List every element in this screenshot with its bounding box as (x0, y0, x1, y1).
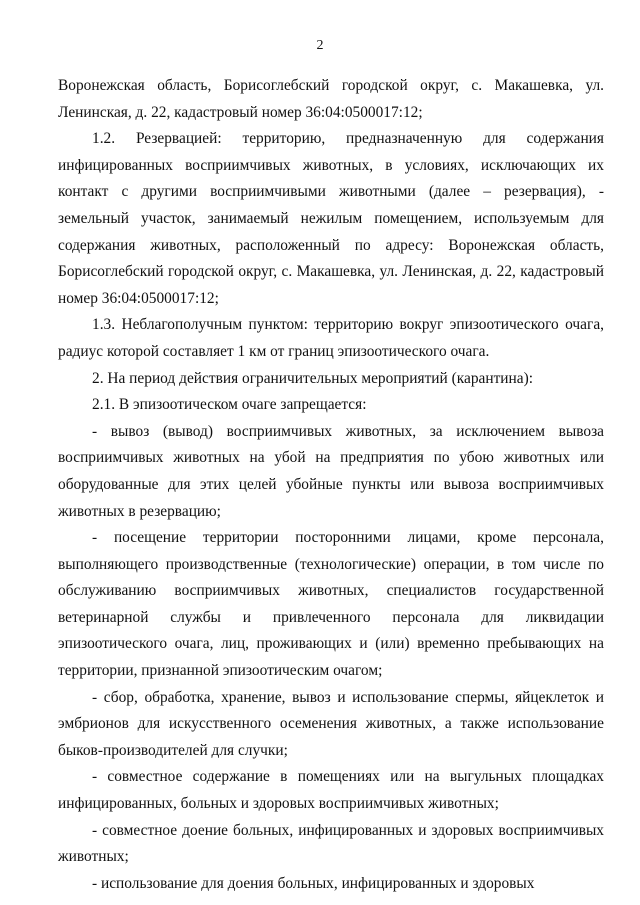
list-item-visit-territory: - посещение территории посторонними лицами, кроме персонала, выполняющего производственные (технологические) операции, в том числе по обслуживанию восприимчивых животных, специалистов государственной ветеринарной службы и привлеченного персонала для ликвидации эпизоотического очага, лиц, проживающих и (или) временно пребывающих на территории, признанной эпизоотическим очагом; (58, 529, 604, 680)
list-item-export-animals: - вывоз (вывод) восприимчивых животных, за исключением вывоза восприимчивых животных на убой на предприятия по убою животных или оборудованные для этих целей убойные пункты или вывоза восприимчивых животных в резервацию; (58, 422, 604, 520)
page-number: 2 (316, 38, 324, 53)
list-item-joint-keeping: - совместное содержание в помещениях или на выгульных площадках инфицированных, больных и здоровых восприимчивых животных; (58, 768, 604, 813)
paragraph-address-continuation: Воронежская область, Борисоглебский городской округ, с. Макашевка, ул. Ленинская, д. 22, кадастровый номер 36:04:0500017:12; (58, 77, 604, 121)
paragraph-1-3-unfavorable-point: 1.3. Неблагополучным пунктом: территорию вокруг эпизоотического очага, радиус которой составляет 1 км от границ эпизоотического очага. (58, 316, 604, 360)
list-item-sperm-embryos: - сбор, обработка, хранение, вывоз и использование спермы, яйцеклеток и эмбрионов для искусственного осеменения животных, а также использование быков-производителей для случки; (58, 688, 604, 759)
paragraph-2-quarantine-period: 2. На период действия ограничительных мероприятий (карантина): (92, 369, 534, 387)
list-item-joint-milking: - совместное доение больных, инфицированных и здоровых восприимчивых животных; (58, 821, 604, 866)
paragraph-2-1-prohibited: 2.1. В эпизоотическом очаге запрещается: (92, 396, 367, 414)
document-body (58, 73, 604, 897)
list-item-milking-use: - использование для доения больных, инфицированных и здоровых (92, 874, 535, 892)
paragraph-1-2-reservation: 1.2. Резервацией: территорию, предназначенную для содержания инфицированных восприимчивых животных, в условиях, исключающих их контакт с другими восприимчивыми животными (далее – резервация), - земельный участок, занимаемый нежилым помещением, используемым для содержания животных, расположенный по адресу: Воронежская область, Борисоглебский городской округ, с. Макашевка, ул. Ленинская, д. 22, кадастровый номер 36:04:0500017:12; (58, 130, 604, 307)
